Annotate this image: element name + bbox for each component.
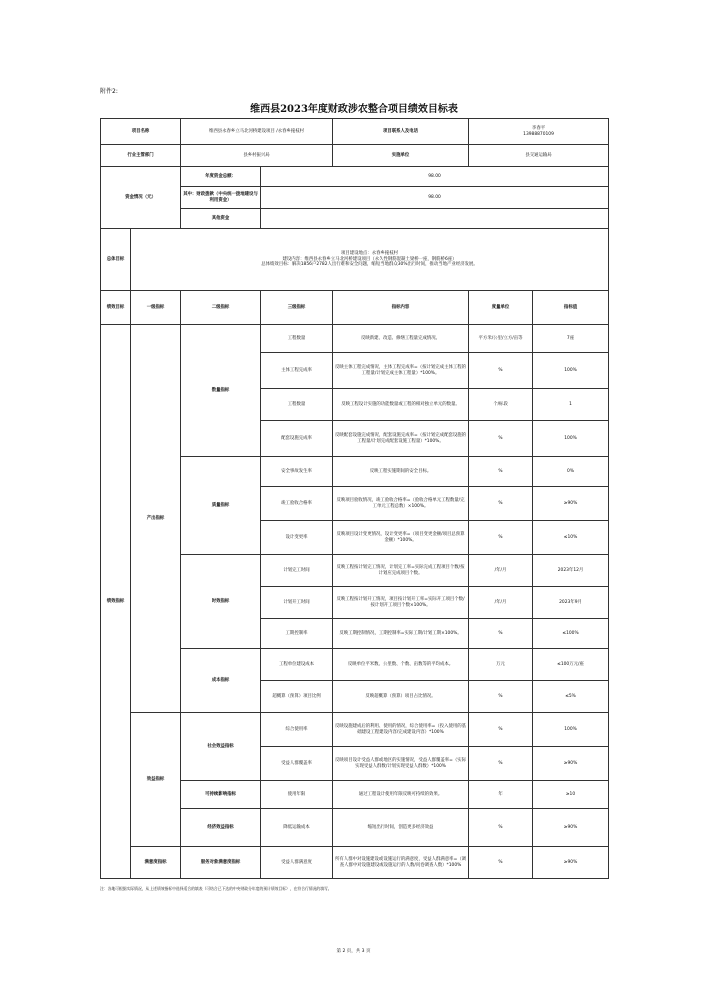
- l3-cell: 工程单位建设成本: [261, 649, 333, 681]
- project-name-label: 项目名称: [101, 119, 181, 145]
- l3-cell: 综合使用率: [261, 713, 333, 747]
- l1-output: 产出指标: [131, 325, 181, 713]
- unit-cell: %: [469, 713, 533, 747]
- content-cell: 反映工程按计划完工情况，计划完工率=实际完成工程项目个数/按计划应完成项目个数。: [333, 555, 469, 587]
- l2-economic: 经济效益指标: [181, 809, 261, 847]
- value-cell: ≤10%: [533, 521, 609, 555]
- l1-satisfaction: 满意度指标: [131, 847, 181, 879]
- l3-cell: 降低运输成本: [261, 809, 333, 847]
- content-cell: 反映工期控制情况，工期控制率=实际工期/计划工期×100%。: [333, 619, 469, 649]
- content-cell: 反映工程设计实施的功能数量或工程的相对独立单元的数量。: [333, 389, 469, 421]
- unit-cell: %: [469, 847, 533, 879]
- department-label: 行业主管部门: [101, 145, 181, 167]
- goal-line: 项目建设地点：永春乡拖枝村: [340, 251, 399, 257]
- content-cell: 反映主体工程完成情况，主体工程完成率=（按计划完成主体工程的工程量/计划完成主体工程量）*100%。: [333, 353, 469, 389]
- funding-other-label: 其他资金: [181, 209, 261, 229]
- content-cell: 反映超概算（预算）项目占比情况。: [333, 681, 469, 713]
- funding-label: 资金情况（元）: [101, 167, 181, 229]
- content-cell: 所有人群中对设施建设或设施运行的满意度，受益人群满意率=（调查人群中对设施建设或设施运行的人数/问卷调查人数）*100%: [333, 847, 469, 879]
- value-cell: 2023年9月: [533, 587, 609, 619]
- unit-cell: %: [469, 353, 533, 389]
- unit-cell: %: [469, 747, 533, 781]
- value-cell: 100%: [533, 713, 609, 747]
- unit-cell: %: [469, 487, 533, 521]
- l2-sustain: 可持续影响指标: [181, 781, 261, 809]
- unit-cell: %: [469, 809, 533, 847]
- col-unit: 度量单位: [469, 291, 533, 325]
- value-cell: ≤100万元/座: [533, 649, 609, 681]
- table-row: [101, 325, 609, 353]
- unit-cell: 年: [469, 781, 533, 809]
- overall-goal-content: [131, 229, 609, 291]
- l3-cell: 使用年限: [261, 781, 333, 809]
- page-number: 第 2 页，共 3 页: [336, 949, 371, 954]
- l3-cell: 计划开工时间: [261, 587, 333, 619]
- funding-fiscal-label: 其中：财政拨款（中央统一拨地建设与利用资金）: [181, 187, 261, 209]
- funding-fiscal-value: 98.00: [261, 187, 609, 209]
- overall-goal-row: [101, 229, 609, 291]
- unit-cell: /年/月: [469, 555, 533, 587]
- value-cell: ≥90%: [533, 487, 609, 521]
- content-cell: 反映单位平米数、公里数、个数、亩数等的平均成本。: [333, 649, 469, 681]
- l2-service: 服务对象满意度指标: [181, 847, 261, 879]
- l2-quantity: 数量指标: [181, 325, 261, 457]
- performance-indicator-label: 绩效指标: [101, 325, 131, 879]
- l3-cell: 工期控制率: [261, 619, 333, 649]
- value-cell: ≥90%: [533, 847, 609, 879]
- col-level2: 二级指标: [181, 291, 261, 325]
- content-cell: 通过工程设计使用年限反映可持续的效果。: [333, 781, 469, 809]
- col-level3: 三级指标: [261, 291, 333, 325]
- unit-cell: 万元: [469, 649, 533, 681]
- content-cell: 反映配套设施完成情况，配套设施完成率=（按计划完成配套设施的工程量/计划完成配套设施工程量）*100%。: [333, 421, 469, 457]
- l2-social: 社会效益指标: [181, 713, 261, 781]
- value-cell: 7座: [533, 325, 609, 353]
- unit-value: 县交通运输局: [469, 145, 609, 167]
- value-cell: ≤5%: [533, 681, 609, 713]
- l1-benefit: 效益指标: [131, 713, 181, 847]
- table-row: [101, 713, 609, 747]
- overall-goal-label: 总体目标: [101, 229, 131, 291]
- l3-cell: 受益人群覆盖率: [261, 747, 333, 781]
- col-level1: 一级指标: [131, 291, 181, 325]
- goal-line: 总体绩效目标：解决1856户2782人出行难和安全问题，缩短当地群众30%出行时间，推动当地产业经济发展。: [261, 262, 478, 268]
- unit-cell: %: [469, 521, 533, 555]
- value-cell: 100%: [533, 353, 609, 389]
- value-cell: ≥90%: [533, 747, 609, 781]
- value-cell: ≥90%: [533, 809, 609, 847]
- l3-cell: 安全事故发生率: [261, 457, 333, 487]
- unit-cell: %: [469, 681, 533, 713]
- funding-total-row: [101, 167, 609, 187]
- l3-cell: 配套设施完成率: [261, 421, 333, 457]
- content-cell: 反映工程按计划开工情况，项目按计划开工率=实际开工项目个数/按计划开工项目个数×100%。: [333, 587, 469, 619]
- funding-total-label: 年度资金总额：: [181, 167, 261, 187]
- department-value: 县乡村振兴局: [181, 145, 333, 167]
- l3-cell: 设计变更率: [261, 521, 333, 555]
- goal-line: 建设内容：维西县永春乡立马北河桥建设项目（永久性钢筋混凝土梁桥一座，钢筋桥6座）: [282, 256, 457, 262]
- content-cell: 反映项目设计受益人群或地区的实施情况，受益人群覆盖率=（实际实现受益人群数/计划实现受益人群数）*100%: [333, 747, 469, 781]
- l3-cell: 工程数量: [261, 325, 333, 353]
- unit-cell: 平方米/公里/立方/亩等: [469, 325, 533, 353]
- content-cell: 反映设施建成后的利用、使用的情况，综合使用率=（投入使用的基础建设工程建设内容/完成建设内容）*100%: [333, 713, 469, 747]
- unit-cell: /年/月: [469, 587, 533, 619]
- l3-cell: 计划完工时间: [261, 555, 333, 587]
- unit-cell: 个/标段: [469, 389, 533, 421]
- content-cell: 反映项目设计变更情况，设计变更率=（项目变更金额/项目总预算金额）*100%。: [333, 521, 469, 555]
- l3-cell: 超概算（预算）项目比例: [261, 681, 333, 713]
- col-content: 指标内容: [333, 291, 469, 325]
- performance-table: [100, 118, 609, 879]
- funding-other-value: [261, 209, 609, 229]
- l2-cost: 成本指标: [181, 649, 261, 713]
- l3-cell: 受益人群满意度: [261, 847, 333, 879]
- contact-label: 项目联系人及电话: [333, 119, 469, 145]
- value-cell: 100%: [533, 421, 609, 457]
- project-name-value: 维西县永春乡立马北河桥建设项目 /永春乡拖枝村: [181, 119, 333, 145]
- contact-phone: 13988870109: [523, 131, 554, 137]
- l3-cell: 主体工程完成率: [261, 353, 333, 389]
- attachment-label: 附件2:: [100, 88, 118, 95]
- value-cell: ≤100%: [533, 619, 609, 649]
- contact-value: [469, 119, 609, 145]
- l2-quality: 质量指标: [181, 457, 261, 555]
- unit-cell: %: [469, 619, 533, 649]
- footnote: 注：各地可根据实际情况，从上述绩效指标中选择适合的填表（可结合已下达的中央财政分年度的预计绩效目标），在符合行情况的填写。: [100, 886, 332, 891]
- funding-total-value: 98.00: [261, 167, 609, 187]
- column-header-row: [101, 291, 609, 325]
- value-cell: ≥10: [533, 781, 609, 809]
- contact-name: 李春平: [531, 126, 546, 132]
- department-row: [101, 145, 609, 167]
- unit-cell: %: [469, 457, 533, 487]
- content-cell: 反映新建、改造、修缮工程量完成情况。: [333, 325, 469, 353]
- col-performance-goal: 绩效目标: [101, 291, 131, 325]
- value-cell: 0%: [533, 457, 609, 487]
- value-cell: 1: [533, 389, 609, 421]
- content-cell: 反映工程实施期间的安全目标。: [333, 457, 469, 487]
- project-name-row: [101, 119, 609, 145]
- unit-cell: %: [469, 421, 533, 457]
- l2-timeliness: 时效指标: [181, 555, 261, 649]
- col-value: 指标值: [533, 291, 609, 325]
- l3-cell: 竣工验收合格率: [261, 487, 333, 521]
- l3-cell: 工程数量: [261, 389, 333, 421]
- value-cell: 2023年12月: [533, 555, 609, 587]
- content-cell: 缩短出行时间，创造更多经济效益: [333, 809, 469, 847]
- unit-label: 实施单位: [333, 145, 469, 167]
- page-title: 维西县2023年度财政涉农整合项目绩效目标表: [250, 104, 458, 115]
- content-cell: 反映项目验收情况，竣工验收合格率=（验收合格单元工程数量/完工单元工程总数）×100%。: [333, 487, 469, 521]
- table-row: [101, 847, 609, 879]
